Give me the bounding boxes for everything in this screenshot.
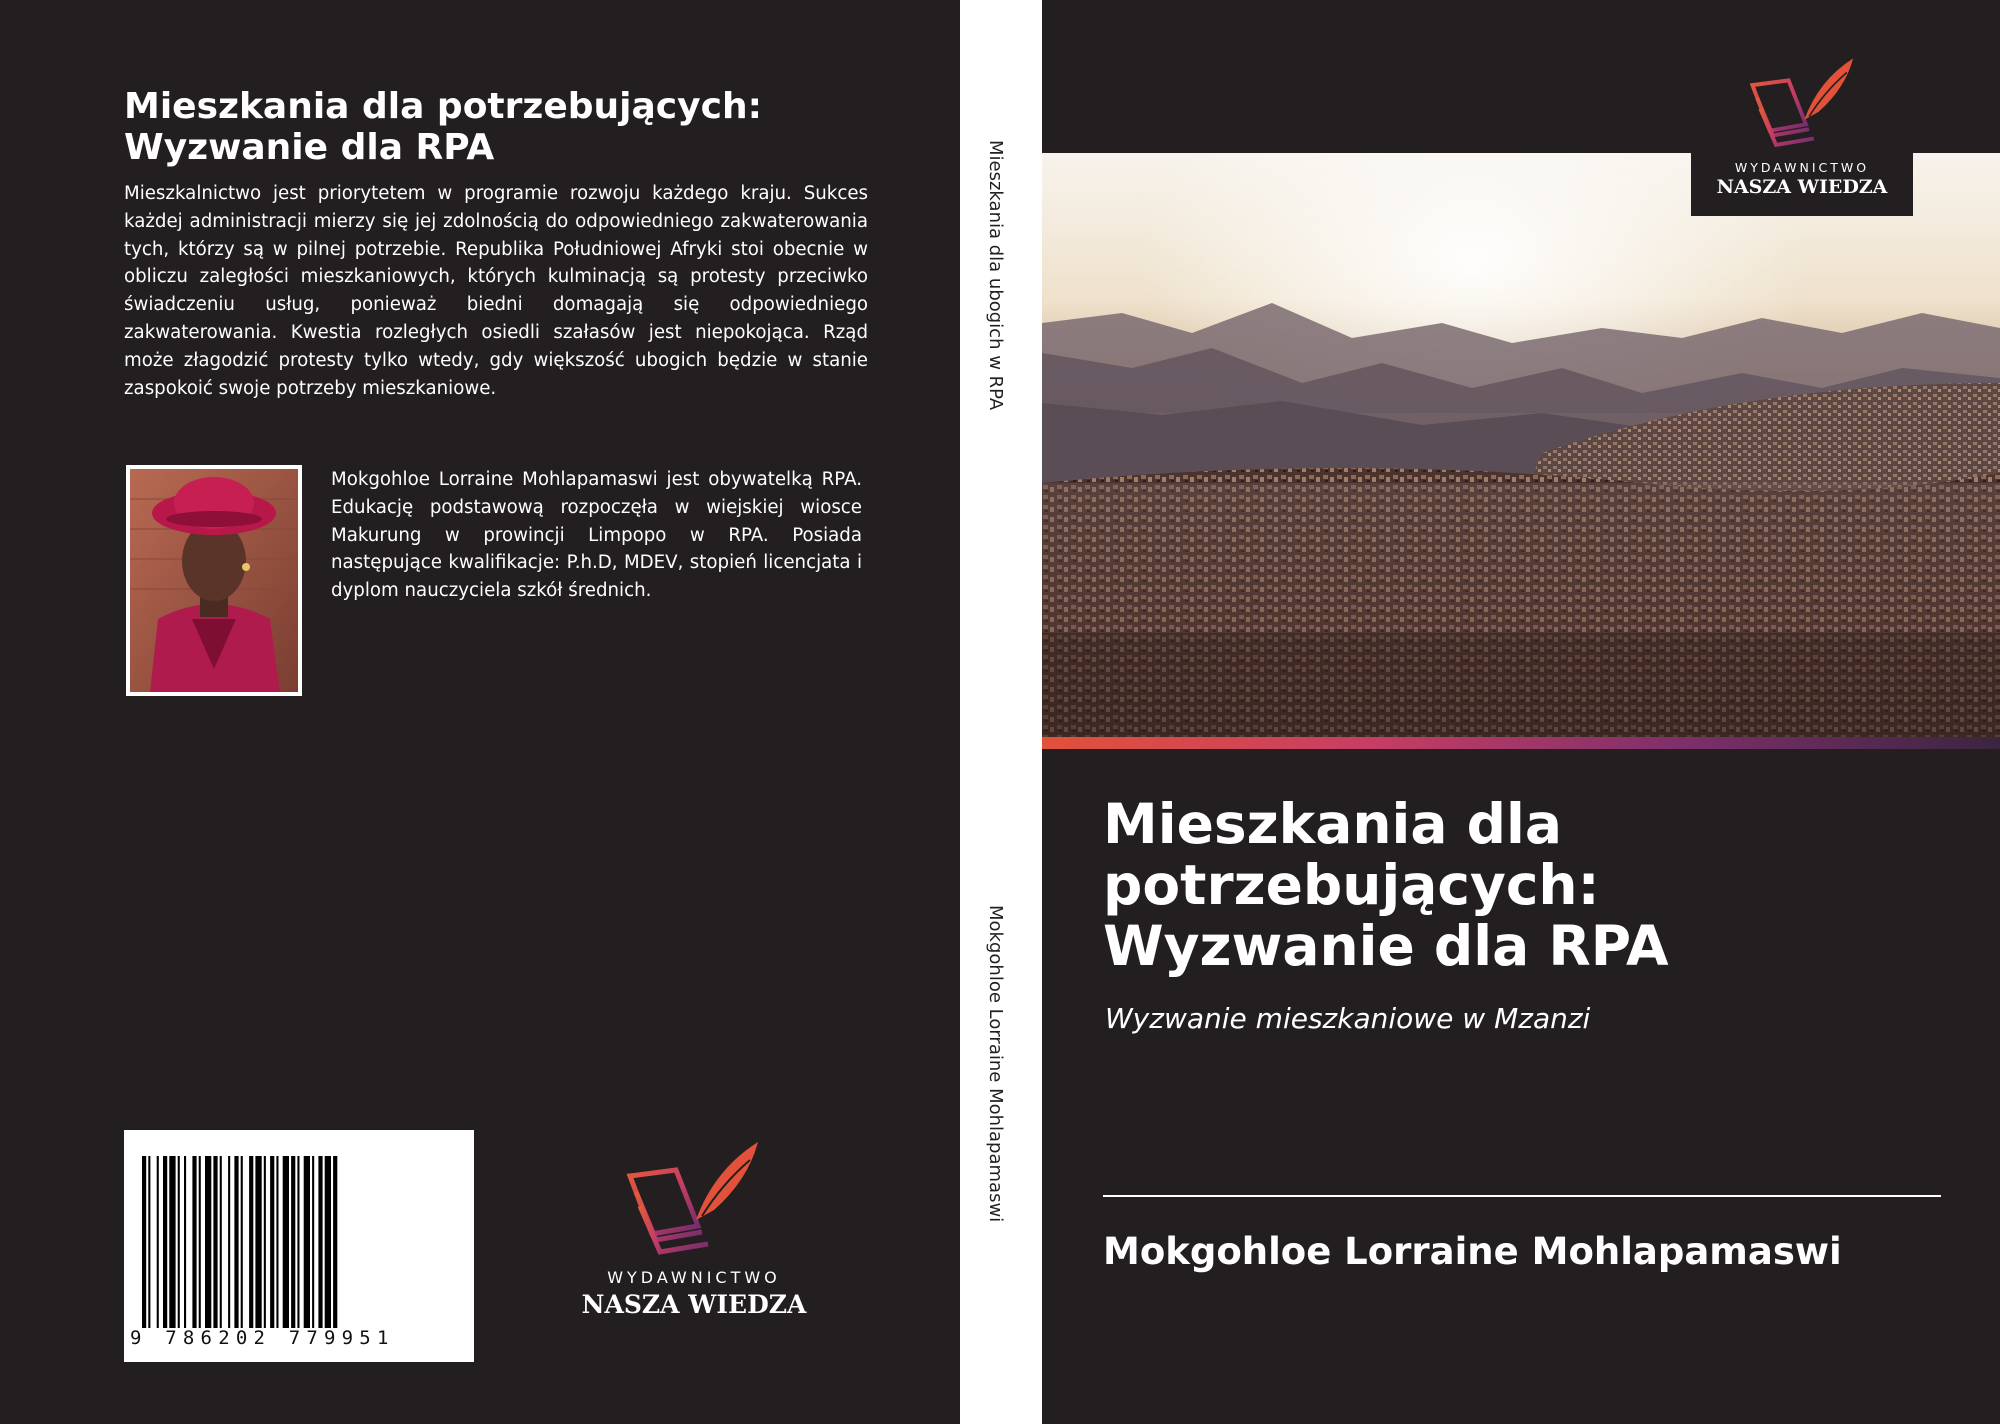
logo-wydawnictwo-text: WYDAWNICTWO [1734, 160, 1870, 175]
back-cover-blurb: Mieszkalnictwo jest priorytetem w programie rozwoju każdego kraju. Sukces każdej administracji mierzy się jej zdolnością do odpowiedniego zakwaterowania tych, którzy są w pilnej potrzebie. Republika Południowej Afryki stoi obecnie w obliczu zaległości mieszkaniowych, których kulminacją są protesty przeciwko świadczeniu usług, ponieważ biedni domagają się odpowiedniego zakwaterowania. Kwestia rozległych osiedli szałasów jest niepokojąca. Rząd może złagodzić protesty tylko wtedy, gdy większość ubogich będzie w stanie zaspokoić swoje potrzeby mieszkaniowe. [124, 183, 868, 399]
logo-nasza-wiedza-text: NASZA WIEDZA [581, 1290, 807, 1319]
author-portrait-image [130, 469, 298, 692]
back-cover [0, 0, 960, 1424]
book-spine [960, 0, 1042, 1424]
spine-title: Mieszkania dla ubogich w RPA [985, 140, 1006, 411]
front-cover-author: Mokgohloe Lorraine Mohlapamaswi [1103, 1230, 1842, 1273]
back-publisher-logo [574, 1140, 814, 1330]
city-landscape-image [1042, 153, 2000, 737]
spine-author: Mokgohloe Lorraine Mohlapamaswi [985, 905, 1006, 1223]
author-bio: Mokgohloe Lorraine Mohlapamaswi jest obywatelką RPA. Edukację podstawową rozpoczęła w wiejskiej wiosce Makurung w prowincji Limpopo w RPA. Posiada następujące kwalifikacje: P.h.D, MDEV, stopień licencjata i dyplom nauczyciela szkół średnich. [331, 469, 862, 602]
title-line: Mieszkania dla [1103, 792, 1562, 856]
accent-stripe [1042, 737, 2000, 749]
book-quill-icon [1743, 54, 1861, 154]
barcode-number: 9 786202 779951 [130, 1327, 395, 1349]
book-quill-icon [618, 1140, 768, 1260]
isbn-barcode [124, 1130, 474, 1362]
title-line: Wyzwanie dla RPA [1103, 914, 1669, 978]
front-cover-subtitle: Wyzwanie mieszkaniowe w Mzanzi [1105, 1002, 1591, 1035]
back-cover-title: Mieszkania dla potrzebujących: Wyzwanie dla RPA [124, 86, 762, 168]
logo-nasza-wiedza-text: NASZA WIEDZA [1716, 176, 1888, 198]
barcode-bars [142, 1156, 456, 1328]
front-cover-title [1103, 794, 1973, 977]
author-photo [126, 465, 302, 696]
divider-line [1103, 1195, 1941, 1197]
logo-wydawnictwo-text: WYDAWNICTWO [607, 1268, 781, 1287]
front-publisher-logo [1691, 0, 1913, 216]
title-line: potrzebujących: [1103, 853, 1600, 917]
front-cover [1042, 0, 2000, 1424]
